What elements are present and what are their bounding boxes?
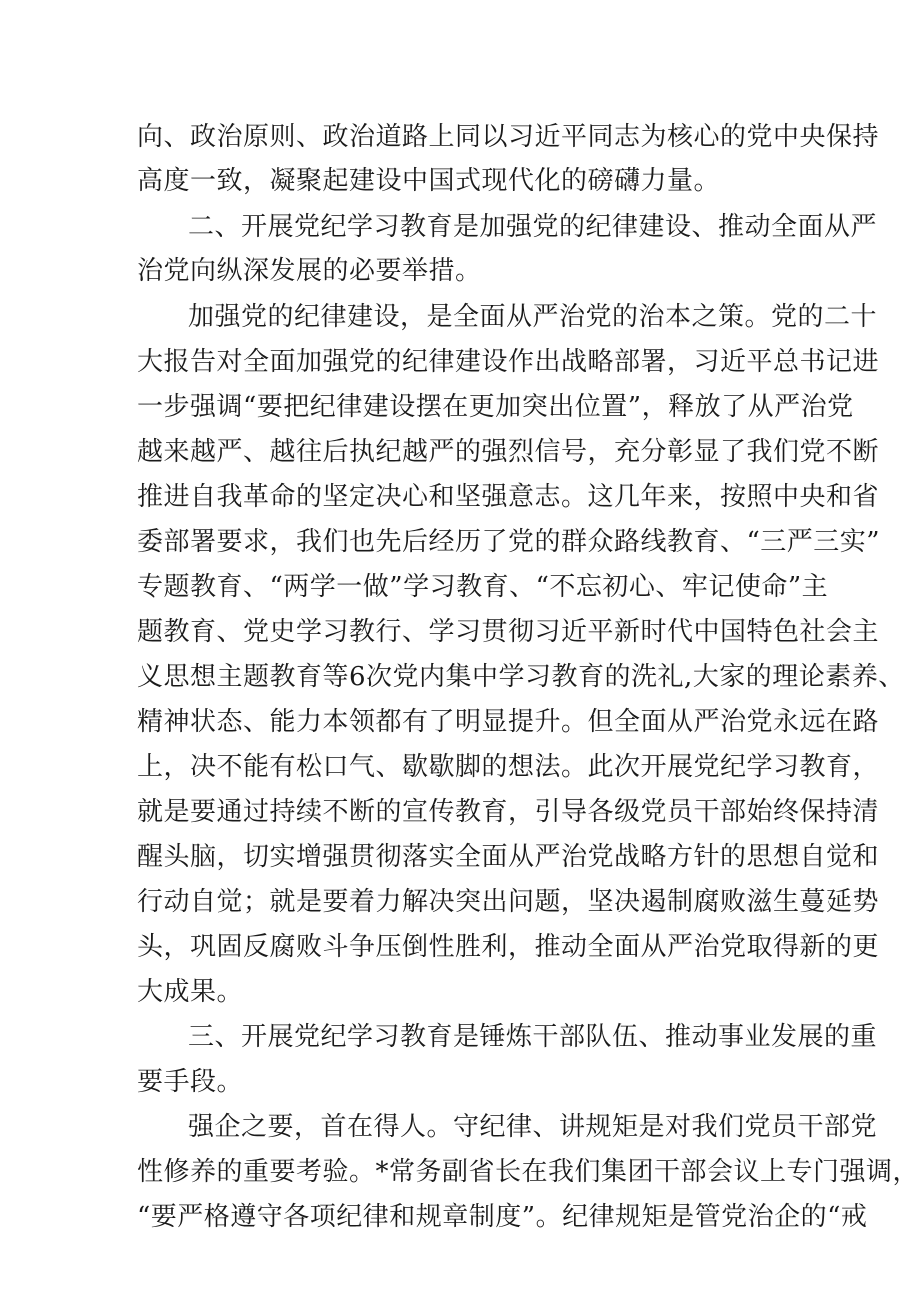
text-line: 就是要通过持续不断的宣传教育，引导各级党员干部始终保持清 xyxy=(137,797,880,827)
text-line: 题教育、党史学习教行、学习贯彻习近平新时代中国特色社会主 xyxy=(137,617,880,647)
text-line: 醒头脑，切实增强贯彻落实全面从严治党战略方针的思想自觉和 xyxy=(137,842,880,872)
text-line: 义思想主题教育等6次党内集中学习教育的洗礼,大家的理论素养、 xyxy=(137,662,905,692)
text-line: 性修养的重要考验。*常务副省长在我们集团干部会议上专门强调， xyxy=(137,1157,920,1187)
text-line: 委部署要求，我们也先后经历了党的群众路线教育、“三严三实” xyxy=(137,527,881,557)
text-line: 向、政治原则、政治道路上同以习近平同志为核心的党中央保持 xyxy=(137,122,880,152)
text-line: 加强党的纪律建设，是全面从严治党的治本之策。党的二十 xyxy=(188,302,878,332)
text-line: 头，巩固反腐败斗争压倒性胜利，推动全面从严治党取得新的更 xyxy=(137,932,880,962)
text-line: 越来越严、越往后执纪越严的强烈信号，充分彰显了我们党不断 xyxy=(137,437,880,467)
text-line: 大报告对全面加强党的纪律建设作出战略部署，习近平总书记进 xyxy=(137,347,880,377)
text-line: “要严格遵守各项纪律和规章制度”。纪律规矩是管党治企的“戒 xyxy=(137,1202,868,1232)
section-heading-line: 治党向纵深发展的必要举措。 xyxy=(137,256,482,286)
section-heading-line: 三、开展党纪学习教育是锤炼干部队伍、推动事业发展的重 xyxy=(188,1022,878,1052)
text-line: 高度一致，凝聚起建设中国式现代化的磅礴力量。 xyxy=(137,166,721,196)
text-line: 上，决不能有松口气、歇歇脚的想法。此次开展党纪学习教育， xyxy=(137,752,880,782)
text-line: 精神状态、能力本领都有了明显提升。但全面从严治党永远在路 xyxy=(137,707,880,737)
text-line: 一步强调“要把纪律建设摆在更加突出位置”，释放了从严治党 xyxy=(137,392,854,422)
text-line: 推进自我革命的坚定决心和坚强意志。这几年来，按照中央和省 xyxy=(137,482,880,512)
text-line: 行动自觉；就是要着力解决突出问题，坚决遏制腐败滋生蔓延势 xyxy=(137,887,880,917)
section-heading-line: 二、开展党纪学习教育是加强党的纪律建设、推动全面从严 xyxy=(188,212,878,242)
text-line: 大成果。 xyxy=(137,977,244,1007)
section-heading-line: 要手段。 xyxy=(137,1067,244,1097)
text-line: 强企之要，首在得人。守纪律、讲规矩是对我们党员干部党 xyxy=(188,1112,878,1142)
text-line: 专题教育、“两学一做”学习教育、“不忘初心、牢记使命”主 xyxy=(137,572,829,602)
